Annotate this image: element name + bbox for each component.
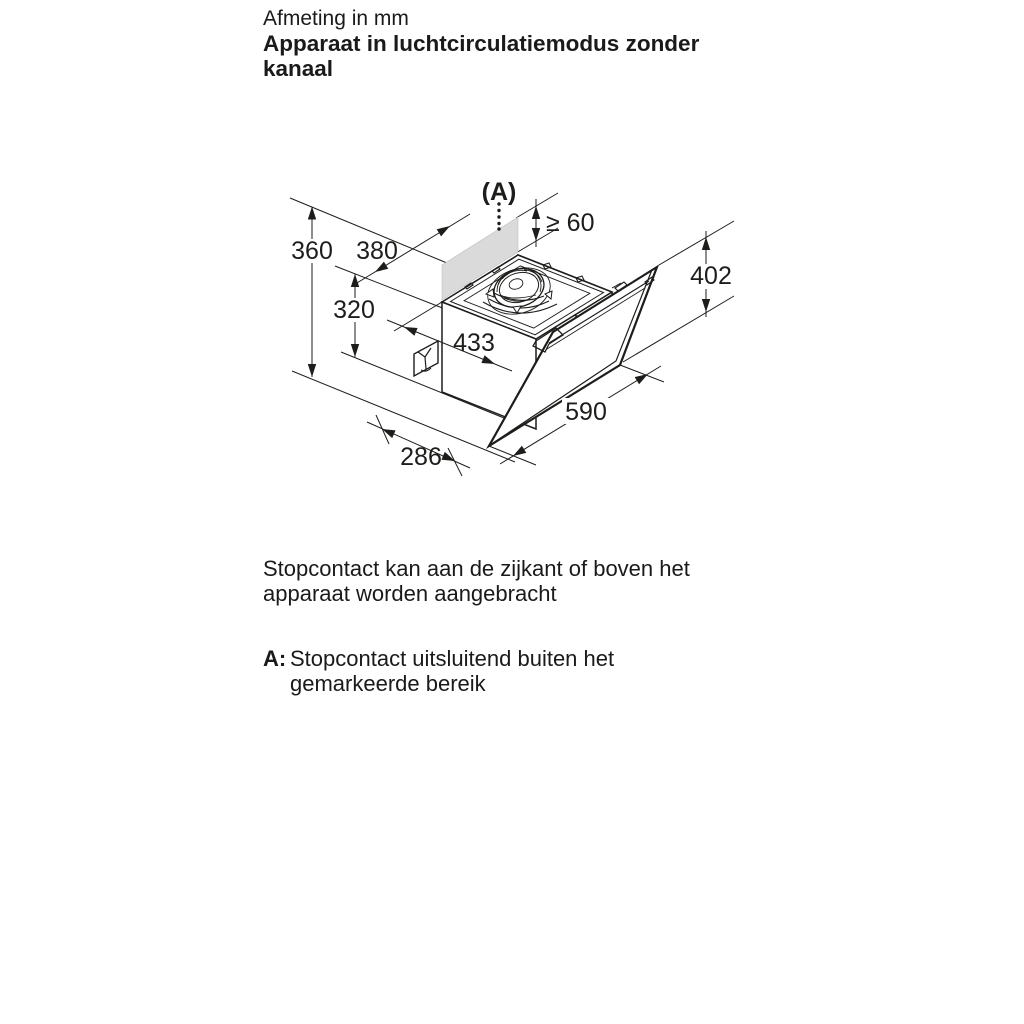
socket-note-line1: Stopcontact kan aan de zijkant of boven het	[263, 556, 690, 581]
page-title-line2: kanaal	[263, 56, 334, 81]
dimension-402	[685, 231, 737, 317]
dimension-380-label: 380	[356, 237, 398, 265]
marker-note	[263, 646, 763, 696]
dimension-320	[332, 274, 377, 357]
dimension-min60-label: ≥ 60	[546, 209, 595, 237]
dimension-min60	[532, 199, 595, 247]
socket-note-line2: apparaat worden aangebracht	[263, 581, 557, 606]
dimension-286-label: 286	[400, 443, 442, 471]
units-note: Afmeting in mm	[263, 7, 409, 30]
marker-note-label: A:	[263, 646, 287, 671]
dimension-diagram	[270, 170, 770, 490]
marker-note-line2: gemarkeerde bereik	[290, 671, 486, 696]
dimension-286	[367, 422, 470, 471]
dimension-590-label: 590	[565, 398, 607, 426]
dimension-433-label: 433	[453, 329, 495, 357]
dimension-360-label: 360	[291, 237, 333, 265]
marker-note-line1: Stopcontact uitsluitend buiten het	[290, 646, 615, 671]
marker-a-label: (A)	[481, 178, 517, 206]
marker-a-dotted-line	[497, 202, 500, 230]
dimension-360	[289, 207, 335, 378]
header	[263, 6, 763, 81]
socket-note	[263, 556, 763, 606]
dimension-402-label: 402	[690, 262, 732, 290]
wall-socket-icon	[414, 341, 438, 376]
page-title-line1: Apparaat in luchtcirculatiemodus zonder	[263, 31, 700, 56]
dimension-320-label: 320	[333, 296, 375, 324]
marker-note-text	[290, 646, 614, 696]
